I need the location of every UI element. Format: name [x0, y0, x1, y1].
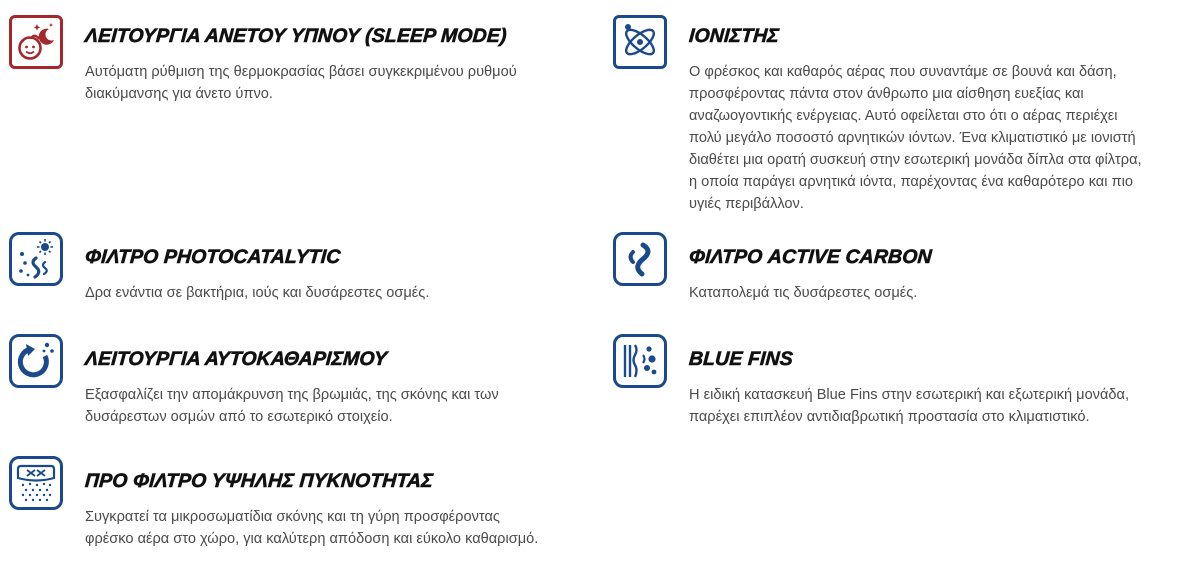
feature-description: Εξασφαλίζει την απομάκρυνση της βρωμιάς, της σκόνης και των δυσάρεστων οσμών από το εσωτερικό στοιχείο.: [85, 387, 499, 425]
feature-description: Η ειδική κατασκευή Blue Fins στην εσωτερική και εξωτερική μονάδα, παρέχει επιπλέον αντιδιαβρωτική προστασία στο κλιματιστικό.: [689, 387, 1130, 425]
feature-description: Ο φρέσκος και καθαρός αέρας που συναντάμε σε βουνά και δάση, προσφέροντας πάντα στον άνθρωπο μια αίσθηση ευεξίας και αναζωογοντικής ενέργειας. Αυτό οφείλεται στο ότι ο αέρας περιέχει πολύ μεγάλο ποσοστό αρνητικών ιόντων. Ένα κλιματιστικό με ιονιστή διαθέτει μια ορατή συσκευή στην εσωτερική μονάδα δίπλα στα φίλτρα, η οποία παράγει αρνητικά ιόντα, παρέχοντας ένα καθαρότερο και πιο υγιές περιβάλλον.: [689, 64, 1142, 212]
feature-title: ΠΡΟ ΦΙΛΤΡΟ ΥΨΗΛΗΣ ΠΥΚΝΟΤΗΤΑΣ: [84, 470, 434, 492]
blue-fins-icon: [613, 334, 667, 388]
feature-description: Αυτόματη ρύθμιση της θερμοκρασίας βάσει συγκεκριμένου ρυθμού διακύμανσης για άνετο ύπνο.: [85, 64, 517, 102]
feature-title: ΙΟΝΙΣΤΗΣ: [688, 25, 780, 47]
ionizer-atom-icon: [613, 15, 667, 69]
feature-description: Καταπολεμά τις δυσάρεστες οσμές.: [689, 285, 918, 301]
feature-description: Δρα ενάντια σε βακτήρια, ιούς και δυσάρεστες οσμές.: [85, 285, 430, 301]
sleeping-baby-icon: [9, 15, 63, 69]
feature-title: ΛΕΙΤΟΥΡΓΙΑ ΑΥΤΟΚΑΘΑΡΙΣΜΟΥ: [84, 348, 388, 370]
feature-description: Συγκρατεί τα μικροσωματίδια σκόνης και τη γύρη προσφέροντας φρέσκο αέρα στο χώρο, για καλύτερη απόδοση και εύκολο καθαρισμό.: [85, 509, 539, 547]
feature-title: ΦΙΛΤΡΟ PHOTOCATALYTIC: [84, 246, 342, 268]
self-clean-arrow-icon: [9, 334, 63, 388]
high-density-prefilter-icon: [9, 456, 63, 510]
photocatalytic-filter-icon: [9, 232, 63, 286]
feature-title: ΦΙΛΤΡΟ ACTIVE CARBON: [688, 246, 933, 268]
feature-title: BLUE FINS: [688, 348, 794, 370]
feature-title: ΛΕΙΤΟΥΡΓΙΑ ΑΝΕΤΟΥ ΥΠΝΟΥ (SLEEP MODE): [84, 25, 508, 47]
active-carbon-filter-icon: [613, 232, 667, 286]
